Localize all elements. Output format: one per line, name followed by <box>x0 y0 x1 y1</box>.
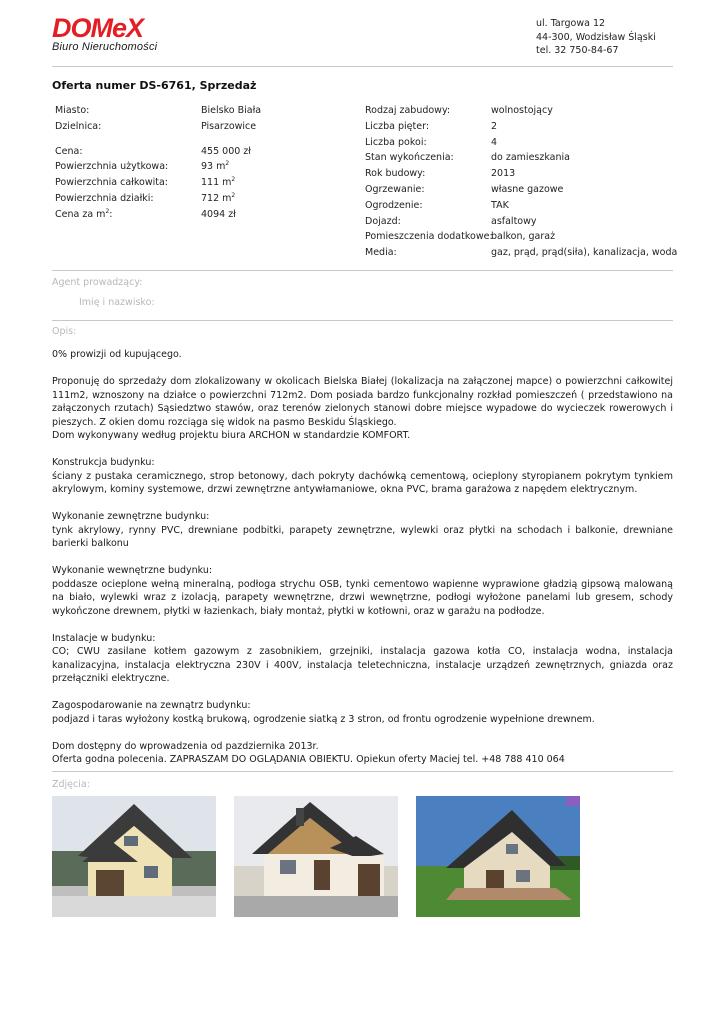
detail-row-usable-area <box>55 159 345 175</box>
description-paragraph: Proponuję do sprzedaży dom zlokalizowany w okolicach Bielska Białej (lokalizacja na załączonej mapce) o powierzchni całkowitej 111m2, wznoszony na działce o powierzchni 712m2. Dom posiada bardzo funkcjonalny rozkład pomieszczeń ( przedstawiono na załączonych rzutach) Sąsiedztwo stawów, oraz terenów zielonych stanowi dobre miejsce wypadowe do wycieczek rowerowych i pieszych. Z okien domu rozciąga się widok na pasmo Beskidu Śląskiego. Dom wykonywany według projektu biura ARCHON w standardzie KOMFORT. <box>52 376 673 441</box>
detail-spacer <box>55 135 345 144</box>
agent-name-label: Imię i nazwisko: <box>79 297 155 308</box>
house-photo-1[interactable] <box>52 796 216 917</box>
detail-row-access <box>365 214 673 230</box>
detail-label: Media: <box>365 247 397 259</box>
detail-label: Liczba pokoi: <box>365 136 427 148</box>
detail-value: Bielsko Biała <box>201 105 262 116</box>
detail-value: 93 $m^2$ <box>201 160 230 173</box>
detail-row-fence <box>365 198 673 214</box>
detail-label: Dzielnica: <box>55 120 102 132</box>
description-paragraph: 0% prowizji od kupującego. <box>52 349 182 360</box>
detail-label: Rok budowy: <box>365 168 426 180</box>
description-paragraph: Konstrukcja budynku: ściany z pustaka ceramicznego, strop betonowy, dach pokryty dachówką cementową, ocieplony styropianem pokrytym tynkiem akrylowym, kominy systemowe, drzwi zewnętrzne antywłamaniowe, okna PVC, brama garażowa z napędem elektrycznym. <box>52 457 673 495</box>
agent-section-label: Agent prowadzący: <box>52 277 143 288</box>
description-paragraph: Dom dostępny do wprowadzenia od pazdziernika 2013r. Oferta godna polecenia. ZAPRASZAM DO OGLĄDANIA OBIEKTU. Opiekun oferty Maciej tel. +48 788 410 064 <box>52 740 565 765</box>
offer-title: Oferta numer DS-6761, Sprzedaż <box>52 79 257 92</box>
house-photo-3[interactable] <box>416 796 580 917</box>
detail-label: Powierzchnia całkowita: <box>55 177 168 189</box>
detail-value: 2 <box>491 120 498 132</box>
description-paragraph: Zagospodarowanie na zewnątrz budynku: podjazd i taras wyłożony kostką brukową, ogrodzenie siatką z 3 stron, od frontu ogrodzenie wypełnione drewnem. <box>52 700 595 725</box>
house-photo-2[interactable] <box>234 796 398 917</box>
detail-value: 2013 <box>491 168 516 180</box>
description-paragraph: Wykonanie zewnętrzne budynku: tynk akrylowy, rynny PVC, drewniane podbitki, parapety zewnętrzne, wylewki oraz płytki na schodach i balkonie, drewniane barierki balkonu <box>52 511 673 549</box>
detail-row-rooms <box>365 135 673 151</box>
detail-label: Liczba pięter: <box>365 120 430 132</box>
detail-label: Ogrodzenie: <box>365 199 423 211</box>
detail-value: 4094 zł <box>201 208 236 220</box>
description-body <box>52 348 673 780</box>
agent-divider <box>52 320 673 321</box>
logo-subtitle: Biuro Nieruchomości <box>52 41 158 53</box>
detail-row-year <box>365 166 673 182</box>
detail-row-plot-area <box>55 191 345 207</box>
detail-row-heating <box>365 182 673 198</box>
description-paragraph: Wykonanie wewnętrzne budynku: poddasze ocieplone wełną mineralną, podłoga strychu OSB, tynki cementowo wapienne wyprawione gładzią gipsową malowaną na biało, wylewki wraz z izolacją, parapety wewnętrzne, drzwi wewnętrzne, podłogi wyłożone panelami lub gresem, schody wykończone drewnem, płytki w łazienkach, biały montaż, płytki w kotłowni, oraz w garażu na podłodze. <box>52 565 673 617</box>
description-paragraph: Instalacje w budynku: CO; CWU zasilane kotłem gazowym z zasobnikiem, grzejniki, instalacja gazowa kotła CO, instalacja wodna, instalacja kanalizacyjna, instalacja elektryczna 230V i 400V, instalacja teletechniczna, instalacje urządzeń zewnętrznych, gniazda oraz przełączniki elektryczne. <box>52 632 673 684</box>
detail-value: 712 $m^2$ <box>201 191 236 204</box>
detail-row-extra-rooms <box>365 229 673 245</box>
header-divider <box>52 66 673 67</box>
detail-value: 111 $m^2$ <box>201 176 236 189</box>
detail-value: TAK <box>491 199 509 211</box>
detail-row-city <box>55 103 345 119</box>
detail-value: wolnostojący <box>491 105 553 116</box>
detail-label: Rodzaj zabudowy: <box>365 105 451 116</box>
detail-label: Miasto: <box>55 105 90 116</box>
office-address <box>536 17 656 58</box>
office-phone: tel. 32 750-84-67 <box>536 45 619 56</box>
detail-row-finish <box>365 150 673 166</box>
photos-section-label: Zdjęcia: <box>52 779 90 790</box>
detail-value: 455 000 zł <box>201 145 251 157</box>
details-left <box>55 103 345 223</box>
detail-label: Stan wykończenia: <box>365 152 454 164</box>
detail-row-build-type <box>365 103 673 119</box>
company-logo <box>52 14 157 53</box>
detail-value: gaz, prąd, prąd(siła), kanalizacja, woda <box>491 247 678 259</box>
detail-value: własne gazowe <box>491 183 564 195</box>
detail-label: Cena: <box>55 145 83 157</box>
logo-wordmark: DOMeX <box>52 13 144 43</box>
detail-label: Pomieszczenia dodatkowe: <box>365 231 493 243</box>
address-city: 44-300, Wodzisław Śląski <box>536 31 656 43</box>
detail-value: balkon, garaż <box>491 231 556 243</box>
detail-label: Powierzchnia działki: <box>55 192 154 204</box>
detail-label: Cena za $m^2$: <box>55 207 113 220</box>
detail-row-district <box>55 119 345 135</box>
address-street: ul. Targowa 12 <box>536 18 606 29</box>
detail-value: Pisarzowice <box>201 120 257 132</box>
description-section-label: Opis: <box>52 326 77 337</box>
detail-label: Powierzchnia użytkowa: <box>55 161 169 173</box>
detail-row-utilities <box>365 245 678 261</box>
details-right <box>365 103 678 261</box>
details-divider <box>52 270 673 271</box>
detail-row-price <box>55 144 345 160</box>
detail-value: asfaltowy <box>491 215 537 227</box>
detail-label: Ogrzewanie: <box>365 183 425 195</box>
detail-label: Dojazd: <box>365 215 401 227</box>
detail-row-price-per-m2 <box>55 207 345 223</box>
detail-value: do zamieszkania <box>491 152 570 164</box>
description-divider <box>52 771 673 772</box>
detail-row-total-area <box>55 175 345 191</box>
detail-row-floors <box>365 119 673 135</box>
detail-value: 4 <box>491 136 498 148</box>
